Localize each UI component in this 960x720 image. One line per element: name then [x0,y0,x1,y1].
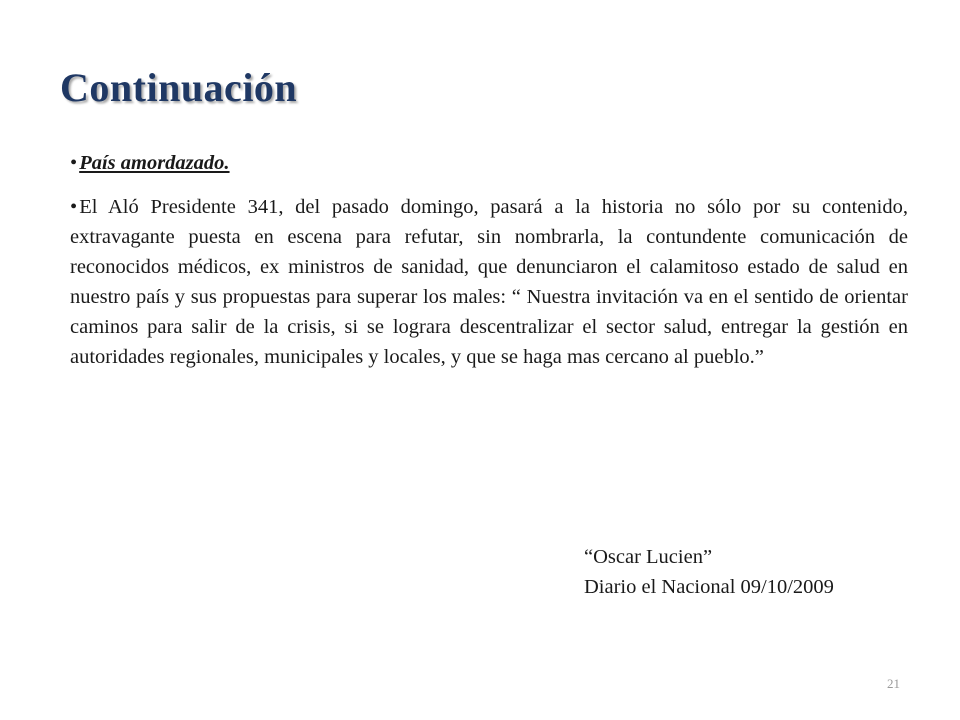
source-citation: Diario el Nacional 09/10/2009 [584,576,834,598]
body-bullet [70,192,908,372]
bullet-dot: • [70,196,78,218]
heading-bullet [70,148,908,178]
attribution [584,542,834,602]
slide-content [70,148,908,372]
bullet-dot: • [70,152,78,174]
slide-title: Continuación [60,65,298,110]
body-text: El Aló Presidente 341, del pasado domingo, pasará a la historia no sólo por su contenido, extravagante puesta en escena para refutar, sin nombrarla, la contundente comunicación de reconocidos médicos, ex ministros de sanidad, que denunciaron el calamitoso estado de salud en nuestro país y sus propuestas para superar los males: “ Nuestra invitación va en el sentido de orientar caminos para salir de la crisis, si se lograra descentralizar el sector salud, entregar la gestión en autoridades regionales, municipales y locales, y que se haga mas cercano al pueblo.” [70,196,908,368]
slide-number: 21 [887,676,900,691]
section-heading: País amordazado. [79,152,230,174]
author-name: “Oscar Lucien” [584,546,713,568]
